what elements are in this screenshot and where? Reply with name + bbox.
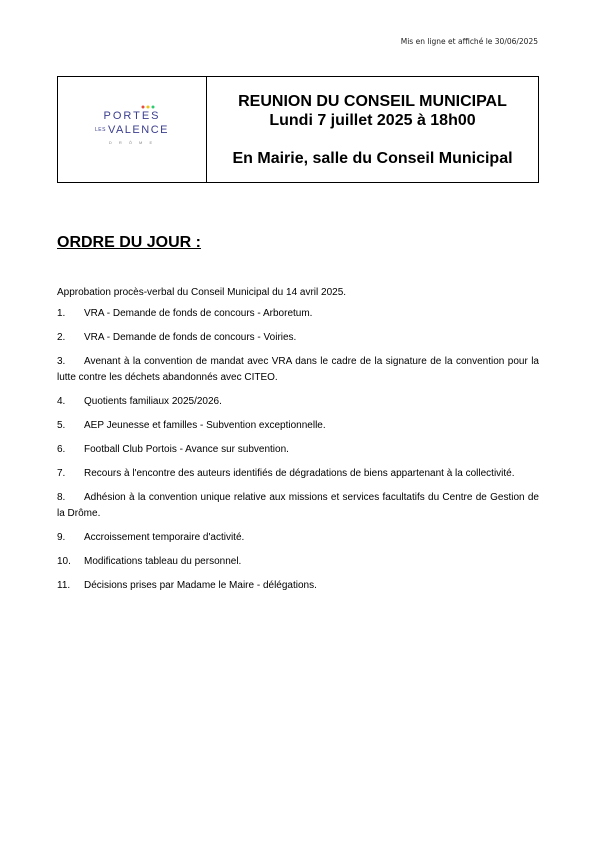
meeting-location: En Mairie, salle du Conseil Municipal xyxy=(232,149,513,167)
agenda-item xyxy=(57,578,539,594)
logo-line2 xyxy=(95,124,169,136)
agenda-item-number: 11. xyxy=(57,580,71,591)
meeting-title: REUNION DU CONSEIL MUNICIPAL xyxy=(238,92,507,110)
agenda-item xyxy=(57,490,539,522)
title-cell xyxy=(207,77,538,182)
agenda-item-text: Accroissement temporaire d'activité. xyxy=(84,532,245,543)
posting-notice: Mis en ligne et affiché le 30/06/2025 xyxy=(400,37,538,46)
agenda-item-text: AEP Jeunesse et familles - Subvention exceptionnelle. xyxy=(84,420,326,431)
agenda-item-text: VRA - Demande de fonds de concours - Voiries. xyxy=(84,332,297,343)
logo-tagline: D R Ô M E xyxy=(108,139,156,145)
header-box xyxy=(57,76,539,183)
agenda-item xyxy=(57,354,539,386)
town-logo xyxy=(95,105,169,155)
agenda-item xyxy=(57,530,539,546)
agenda-item-text: Décisions prises par Madame le Maire - délégations. xyxy=(84,580,317,591)
agenda-item xyxy=(57,466,539,482)
agenda-title: ORDRE DU JOUR : xyxy=(57,234,202,251)
agenda-list xyxy=(57,306,539,602)
agenda-item-number: 7. xyxy=(57,468,66,479)
agenda-item-number: 10. xyxy=(57,556,71,567)
agenda-item-text: Football Club Portois - Avance sur subvention. xyxy=(84,444,289,455)
agenda-item xyxy=(57,394,539,410)
agenda-item-text: Modifications tableau du personnel. xyxy=(84,556,242,567)
logo-cell xyxy=(58,77,207,182)
agenda-item-text: Avenant à la convention de mandat avec VRA dans le cadre de la signature de la convention pour la lutte contre les déchets abandonnés avec CITEO. xyxy=(57,356,539,383)
agenda-item xyxy=(57,330,539,346)
agenda-item-number: 2. xyxy=(57,332,66,343)
logo-line1: PORTES xyxy=(103,109,161,122)
agenda-item-number: 5. xyxy=(57,420,66,431)
agenda-item-number: 3. xyxy=(57,356,66,367)
agenda-item xyxy=(57,418,539,434)
agenda-item-text: Recours à l'encontre des auteurs identifiés de dégradations de biens appartenant à la collectivité. xyxy=(84,468,515,479)
agenda-item xyxy=(57,442,539,458)
agenda-item-number: 6. xyxy=(57,444,66,455)
agenda-item-number: 9. xyxy=(57,532,66,543)
agenda-item-text: Quotients familiaux 2025/2026. xyxy=(84,396,222,407)
agenda-item-text: Adhésion à la convention unique relative aux missions et services facultatifs du Centre de Gestion de la Drôme. xyxy=(57,492,539,519)
agenda-item-number: 4. xyxy=(57,396,66,407)
agenda-intro: Approbation procès-verbal du Conseil Municipal du 14 avril 2025. xyxy=(57,287,347,298)
logo-line2-prefix: LES xyxy=(95,126,106,133)
agenda-item xyxy=(57,554,539,570)
agenda-item-number: 1. xyxy=(57,308,66,319)
logo-line2-name: VALENCE xyxy=(107,123,169,136)
logo-dots-icon xyxy=(141,105,161,109)
agenda-item xyxy=(57,306,539,322)
meeting-date: Lundi 7 juillet 2025 à 18h00 xyxy=(269,111,476,129)
agenda-item-text: VRA - Demande de fonds de concours - Arboretum. xyxy=(84,308,313,319)
agenda-item-number: 8. xyxy=(57,492,66,503)
